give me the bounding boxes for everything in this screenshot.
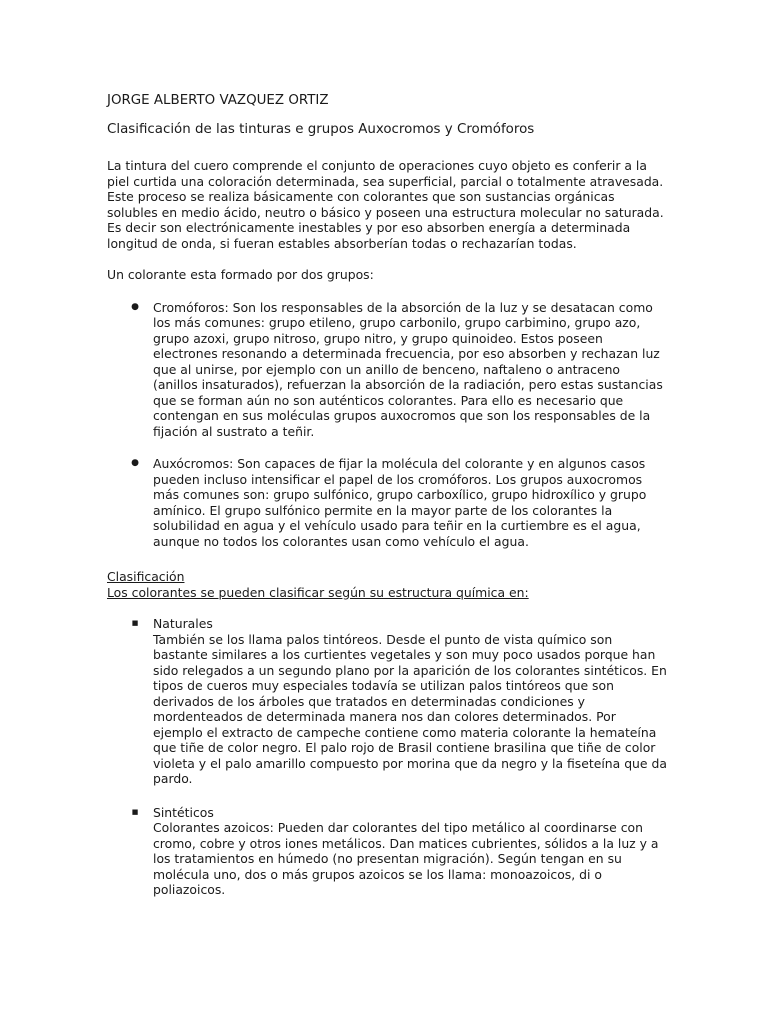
list-item-naturales xyxy=(107,616,667,787)
list-item-auxocromos xyxy=(107,456,667,549)
document-title: Clasificación de las tinturas e grupos Auxocromos y Cromóforos xyxy=(107,122,535,137)
classification-list xyxy=(107,616,667,898)
list-item-text: Cromóforos: Son los responsables de la absorción de la luz y se desatacan como los más comunes: grupo etileno, grupo carbonilo, grupo carbimino, grupo azo, grupo azoxi, grupo nitroso, grupo nitro, y grupo quinoideo. Estos poseen electrones resonando a determinada frecuencia, por eso absorben y rechazan luz que al unirse, por ejemplo con un anillo de benceno, naftaleno o antraceno (anillos insaturados), refuerzan la absorción de la radiación, pero estas sustancias que se forman aún no son auténticos colorantes. Para ello es necesario que contengan en sus moléculas grupos auxocromos que son los responsables de la fijación al sustrato a teñir. xyxy=(153,299,663,439)
author-name: JORGE ALBERTO VAZQUEZ ORTIZ xyxy=(107,93,329,108)
square-bullet-icon: ■ xyxy=(131,807,139,816)
list-item-text: También se los llama palos tintóreos. Desde el punto de vista químico son bastante similares a los curtientes vegetales y son muy poco usados porque han sido relegados a un segundo plano por la aparición de los colorantes sintéticos. En tipos de cueros muy especiales todavía se utilizan palos tintóreos que son derivados de los árboles que tratados en determinadas condiciones y mordenteados de determinada manera nos dan colores determinados. Por ejemplo el extracto de campeche contiene como materia colorante la hemateína que tiñe de color negro. El palo rojo de Brasil contiene brasilina que tiñe de color violeta y el palo amarillo compuesto por morina que da negro y la fiseteína que da pardo. xyxy=(153,631,667,786)
groups-lead: Un colorante esta formado por dos grupos: xyxy=(107,267,374,282)
bullet-icon: ● xyxy=(131,301,139,312)
square-bullet-icon: ■ xyxy=(131,619,139,627)
document-body xyxy=(107,92,667,898)
list-item-title: Sintéticos xyxy=(153,804,214,820)
classification-section-header xyxy=(107,569,667,600)
list-item-title: Naturales xyxy=(153,616,213,631)
intro-paragraph: La tintura del cuero comprende el conjunto de operaciones cuyo objeto es conferir a la piel curtida una coloración determinada, sea superficial, parcial o totalmente atravesada. Este proceso se realiza básicamente con colorantes que son sustancias orgánicas solubles en medio ácido, neutro o básico y poseen una estructura molecular no saturada. Es decir son electrónicamente inestables y por eso absorben energía a determinada longitud de onda, si fueran estables absorberían todas o rechazarían todas. xyxy=(107,158,664,251)
classification-lead: Los colorantes se pueden clasificar según su estructura química en: xyxy=(107,584,529,600)
list-item-sinteticos xyxy=(107,805,667,898)
groups-list xyxy=(107,300,667,550)
list-item-text: Auxócromos: Son capaces de fijar la molécula del colorante y en algunos casos pueden incluso intensificar el papel de los cromóforos. Los grupos auxocromos más comunes son: grupo sulfónico, grupo carboxílico, grupo hidroxílico y grupo amínico. El grupo sulfónico permite en la mayor parte de los colorantes la solubilidad en agua y el vehículo usado para teñir en la curtiembre es el agua, aunque no todos los colorantes usan como vehículo el agua. xyxy=(153,456,647,549)
list-item-text: Colorantes azoicos: Pueden dar colorantes del tipo metálico al coordinarse con cromo, cobre y otros iones metálicos. Dan matices cubrientes, sólidos a la luz y a los tratamientos en húmedo (no presentan migración). Según tengan en su molécula uno, dos o más grupos azoicos se los llama: monoazoicos, di o poliazoicos. xyxy=(153,820,659,897)
classification-heading: Clasificación xyxy=(107,569,185,584)
bullet-icon: ● xyxy=(131,458,139,468)
list-item-cromoforos xyxy=(107,300,667,440)
